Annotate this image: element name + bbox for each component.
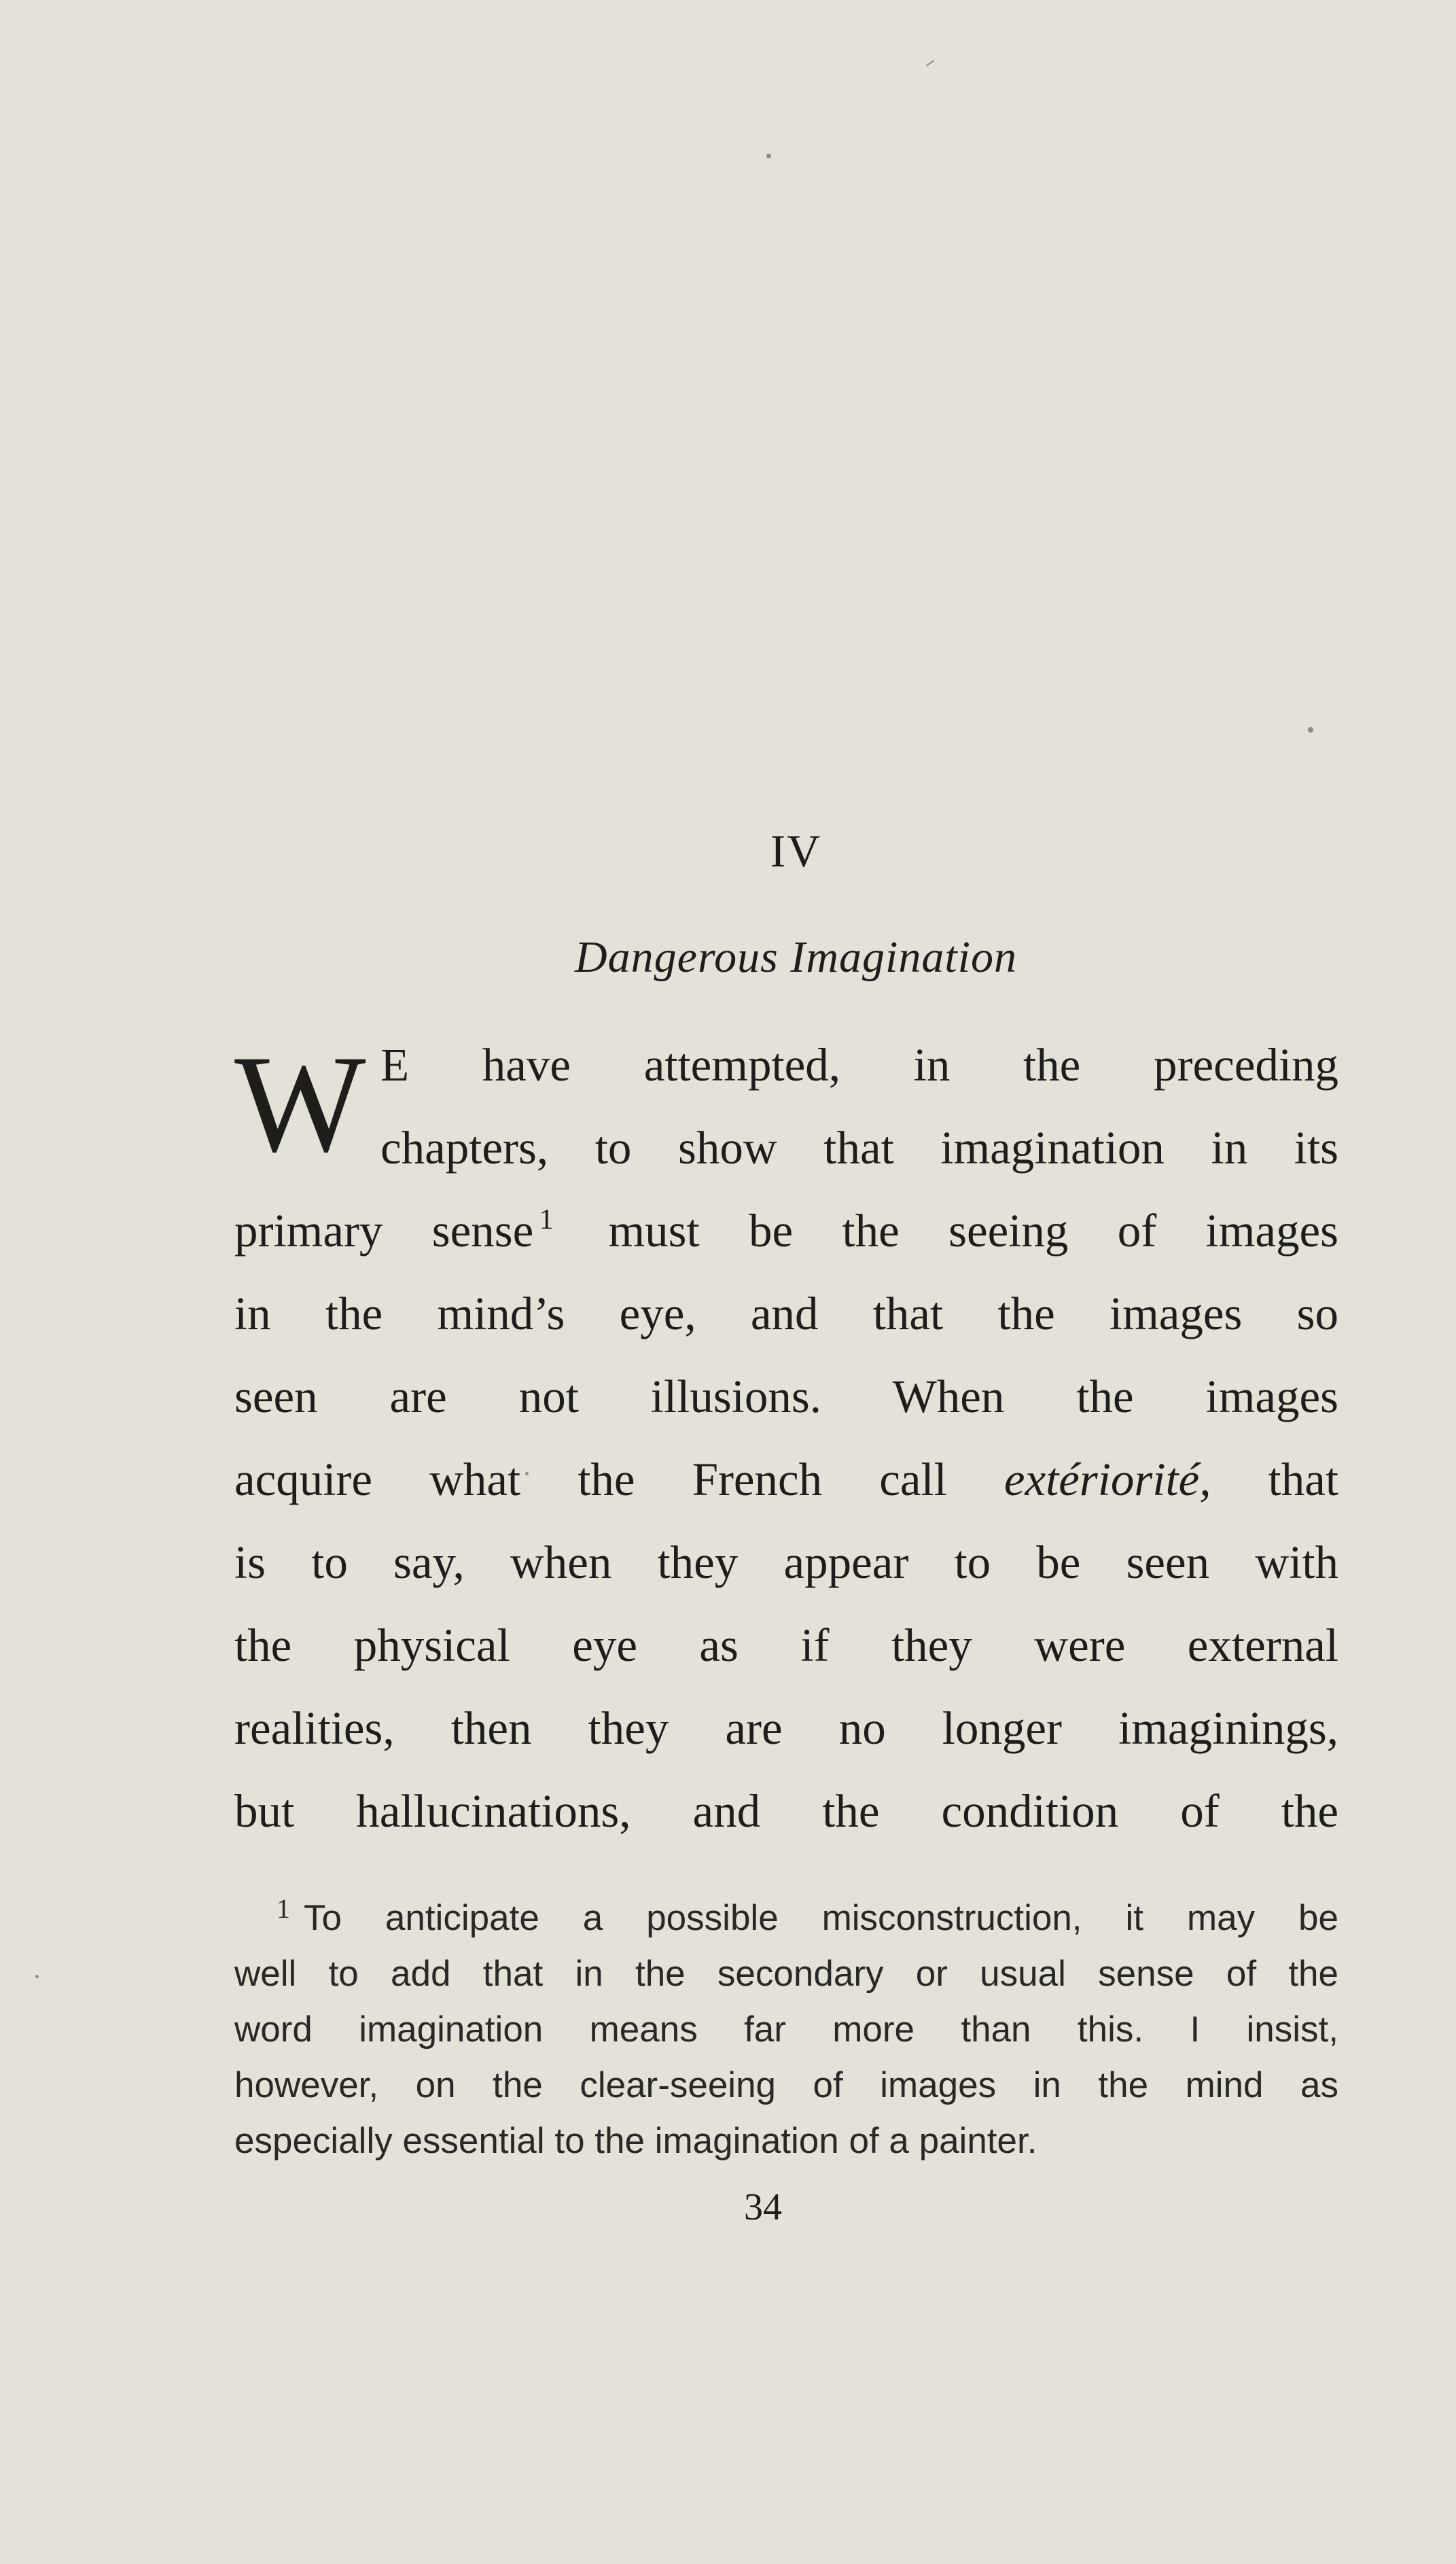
paper-speck [1308, 727, 1313, 733]
text-line: in the mind’s eye, and that the images so [234, 1288, 1338, 1339]
text-fragment: primary sense [234, 1205, 534, 1257]
text-line: seen are not illusions. When the images [234, 1371, 1338, 1422]
body-text [234, 1023, 1338, 1852]
text-line: is to say, when they appear to be seen with [234, 1536, 1338, 1588]
text-line: the physical eye as if they were external [234, 1619, 1338, 1671]
footnote-line: word imagination means far more than this. I insist, [234, 2009, 1338, 2050]
drop-cap: W [234, 1027, 366, 1181]
text-line: E have attempted, in the preceding [380, 1039, 1338, 1091]
chapter-title: Dangerous Imagination [574, 932, 1018, 982]
text-line: but hallucinations, and the condition of the [234, 1785, 1338, 1837]
text-line: chapters, to show that imagination in its [380, 1122, 1338, 1174]
footnote-line: however, on the clear-seeing of images in the mind as [234, 2065, 1338, 2105]
text-line [234, 1189, 1338, 1272]
footnote-text: To anticipate a possible misconstruction, it may be [304, 1898, 1338, 1938]
paper-speck [926, 60, 935, 67]
paper-speck [766, 154, 771, 158]
chapter-number: IV [770, 825, 822, 877]
footnote-line: well to add that in the secondary or usual sense of the [234, 1954, 1338, 1994]
text-fragment: that [1268, 1454, 1339, 1505]
footnote-line: especially essential to the imagination of a painter. [234, 2121, 1037, 2161]
text-fragment: must be the seeing of images [608, 1205, 1338, 1257]
footnote-marker: 1 [277, 1893, 290, 1924]
text-line: realities, then they are no longer imaginings, [234, 1702, 1338, 1754]
footnote-line [234, 1891, 1338, 1946]
text-line [234, 1438, 1338, 1521]
page-number: 34 [744, 2186, 782, 2228]
text-fragment: acquire what the French call [234, 1454, 947, 1505]
paper-speck [35, 1975, 39, 1978]
footnote-reference: 1 [539, 1204, 554, 1235]
italic-term: extériorité, [1004, 1454, 1211, 1505]
footnote [234, 1891, 1338, 2169]
